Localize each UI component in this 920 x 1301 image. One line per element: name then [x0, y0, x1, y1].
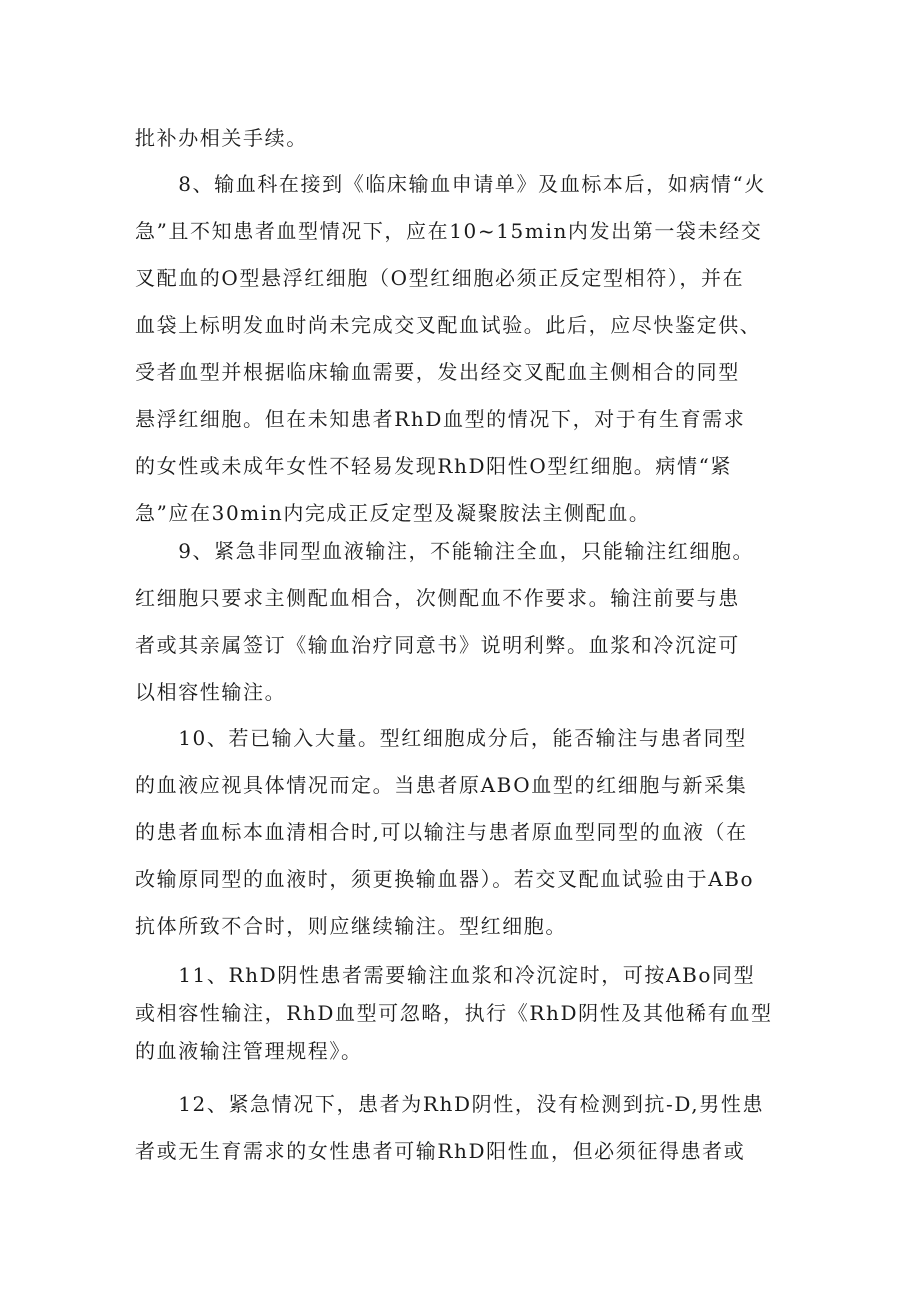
paragraph-9 [135, 528, 795, 716]
text-line: 8、输血科在接到《临床输血申请单》及血标本后，如病情“火 [135, 172, 766, 196]
text-line: 的女性或未成年女性不轻易发现RhD阳性O型红细胞。病情“紧 [135, 454, 732, 478]
text-line: 12、紧急情况下，患者为RhD阴性，没有检测到抗-D,男性患 [135, 1092, 765, 1116]
text-line: 11、RhD阴性患者需要输注血浆和冷沉淀时，可按ABo同型 [135, 963, 756, 987]
text-line: 急”应在30min内完成正反定型及凝聚胺法主侧配血。 [135, 501, 651, 525]
text-line: 血袋上标明发血时尚未完成交叉配血试验。此后，应尽快鉴定供、 [135, 313, 762, 337]
paragraph-12 [135, 1081, 795, 1175]
text-line: 批补办相关手续。 [135, 126, 308, 150]
text-line: 或相容性输注，RhD血型可忽略，执行《RhD阴性及其他稀有血型 [135, 1001, 773, 1025]
text-line: 以相容性输注。 [135, 680, 287, 704]
text-line: 受者血型并根据临床输血需要，发出经交叉配血主侧相合的同型 [135, 360, 740, 384]
paragraph-11 [135, 956, 795, 1070]
text-line: 急”且不知患者血型情况下，应在10~15min内发出第一袋未经交 [135, 219, 763, 243]
text-line: 者或其亲属签订《输血治疗同意书》说明利弊。血浆和冷沉淀可 [135, 633, 740, 657]
paragraph-10 [135, 715, 795, 950]
text-line: 改输原同型的血液时，须更换输血器）。若交叉配血试验由于ABo [135, 867, 755, 891]
text-line: 悬浮红细胞。但在未知患者RhD血型的情况下，对于有生育需求 [135, 407, 746, 431]
paragraph-7-tail [135, 115, 795, 162]
text-line: 10、若已输入大量。型红细胞成分后，能否输注与患者同型 [135, 726, 747, 750]
text-line: 抗体所致不合时，则应继续输注。型红细胞。 [135, 914, 567, 938]
paragraph-8 [135, 161, 795, 537]
text-line: 的患者血标本血清相合时,可以输注与患者原血型同型的血液（在 [135, 820, 748, 844]
text-line: 的血液应视具体情况而定。当患者原ABO血型的红细胞与新采集 [135, 773, 748, 797]
text-line: 红细胞只要求主侧配血相合，次侧配血不作要求。输注前要与患 [135, 586, 740, 610]
text-line: 的血液输注管理规程》。 [135, 1039, 363, 1063]
text-line: 9、紧急非同型血液输注，不能输注全血，只能输注红细胞。 [135, 539, 755, 563]
text-line: 叉配血的O型悬浮红细胞（O型红细胞必须正反定型相符），并在 [135, 266, 745, 290]
text-line: 者或无生育需求的女性患者可输RhD阳性血，但必须征得患者或 [135, 1139, 746, 1163]
